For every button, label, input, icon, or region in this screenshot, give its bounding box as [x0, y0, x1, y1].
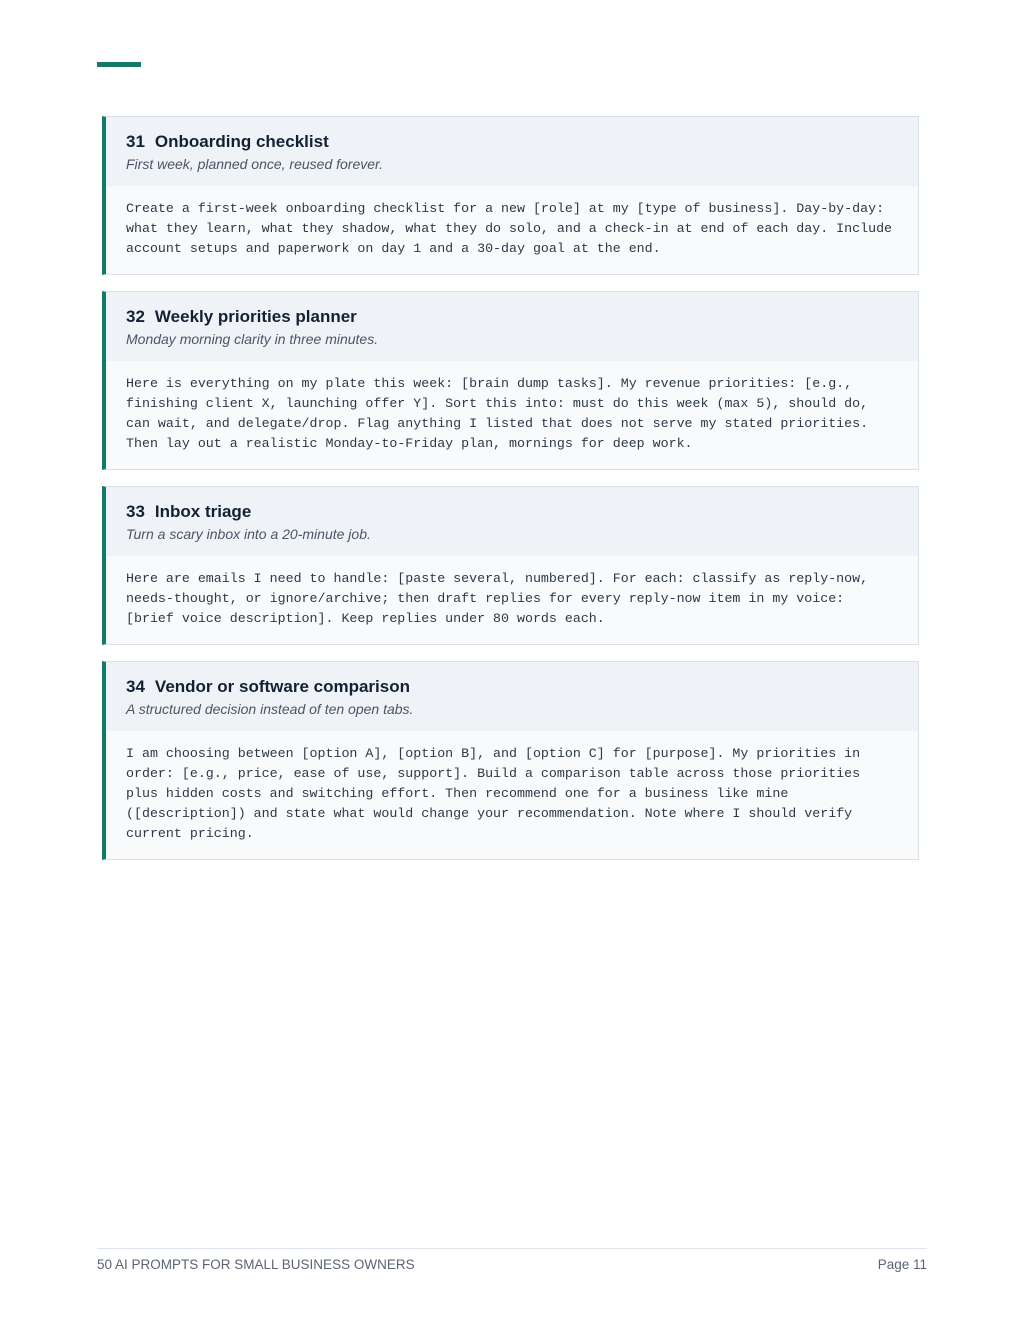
- prompt-card-header: [106, 292, 918, 361]
- prompt-title-line: [126, 677, 898, 697]
- prompt-number: 32: [126, 307, 145, 326]
- footer-document-title: 50 AI PROMPTS FOR SMALL BUSINESS OWNERS: [97, 1257, 415, 1272]
- prompt-text: Here is everything on my plate this week: [brain dump tasks]. My revenue priorities: [e.g., finishing client X, launching offer Y]. Sort this into: must do this week (max 5), should do, can wait, and delegate/drop. Flag anything I listed that does not serve my stated priorities. Then lay out a realistic Monday-to-Friday plan, mornings for deep work.: [126, 376, 869, 451]
- prompt-subtitle: Monday morning clarity in three minutes.: [126, 331, 379, 347]
- prompt-card: [102, 661, 919, 860]
- footer-page-number: Page 11: [877, 1257, 927, 1272]
- prompt-card: [102, 291, 919, 470]
- prompt-title-line: [126, 132, 898, 152]
- prompt-text: Create a first-week onboarding checklist for a new [role] at my [type of business]. Day-by-day: what they learn, what they shadow, what they do solo, and a check-in at end of each day. Include account setups and paperwork on day 1 and a 30-day goal at the end.: [126, 201, 893, 256]
- prompt-subtitle: First week, planned once, reused forever.: [126, 156, 384, 172]
- prompt-number: 31: [126, 132, 145, 151]
- header-accent-bar: [97, 62, 141, 67]
- prompt-title: Weekly priorities planner: [154, 307, 357, 326]
- prompt-text: Here are emails I need to handle: [paste several, numbered]. For each: classify as reply-now, needs-thought, or ignore/archive; then draft replies for every reply-now item in my voice: [brief voice description]. Keep replies under 80 words each.: [126, 571, 869, 626]
- prompt-card: [102, 486, 919, 645]
- prompt-card-header: [106, 662, 918, 731]
- prompt-number: 33: [126, 502, 145, 521]
- prompt-title-line: [126, 307, 898, 327]
- prompt-card-header: [106, 487, 918, 556]
- prompt-text: I am choosing between [option A], [option B], and [option C] for [purpose]. My priorities in order: [e.g., price, ease of use, support]. Build a comparison table across those priorities plus hidden costs and switching effort. Then recommend one for a business like mine ([description]) and state what would change your recommendation. Note where I should verify current pricing.: [126, 746, 861, 841]
- prompt-card: [102, 116, 919, 275]
- prompt-title: Onboarding checklist: [154, 132, 329, 151]
- prompt-list: [102, 116, 919, 876]
- prompt-title-line: [126, 502, 898, 522]
- prompt-card-header: [106, 117, 918, 186]
- prompt-subtitle: Turn a scary inbox into a 20-minute job.: [126, 526, 371, 542]
- prompt-title: Inbox triage: [154, 502, 252, 521]
- page-footer: [97, 1248, 927, 1272]
- prompt-number: 34: [126, 677, 145, 696]
- prompt-subtitle: A structured decision instead of ten open tabs.: [126, 701, 414, 717]
- prompt-title: Vendor or software comparison: [154, 677, 410, 696]
